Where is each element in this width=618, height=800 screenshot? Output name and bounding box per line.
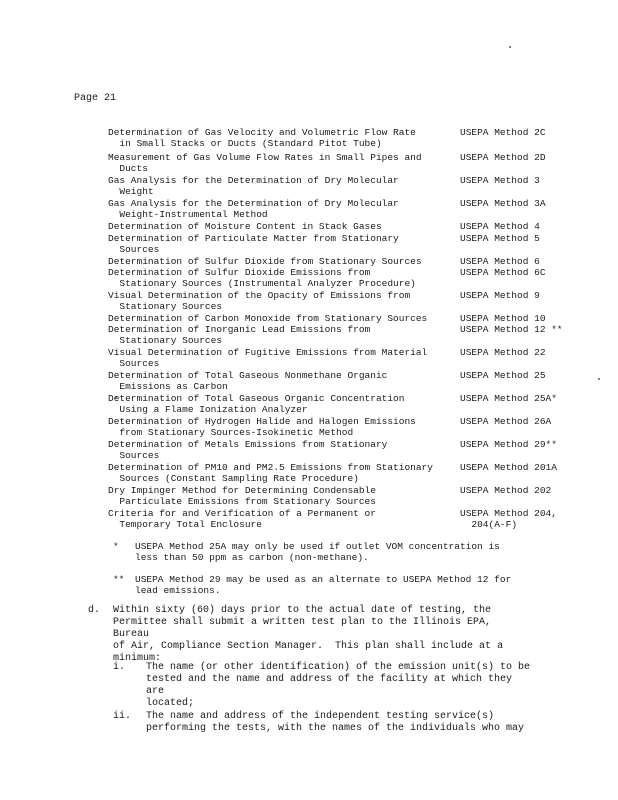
method-description: Determination of Moisture Content in Stack Gases (108, 221, 382, 232)
method-description: Determination of Sulfur Dioxide Emissions from Stationary Sources (Instrumental Analyzer Procedure) (108, 267, 416, 290)
paragraph-number: ii. (113, 711, 132, 722)
method-description: Measurement of Gas Volume Flow Rates in Small Pipes and Ducts (108, 152, 422, 175)
footnote-text: USEPA Method 29 may be used as an alternate to USEPA Method 12 for lead emissions. (135, 574, 512, 597)
paragraph-number: d. (88, 605, 101, 616)
method-reference: USEPA Method 2C (460, 127, 546, 138)
method-reference: USEPA Method 25 (460, 370, 546, 381)
footnote-text: USEPA Method 25A may only be used if outlet VOM concentration is less than 50 ppm as carbon (non-methane). (135, 541, 500, 564)
method-description: Determination of Carbon Monoxide from Stationary Sources (108, 313, 428, 324)
method-reference: USEPA Method 3A (460, 198, 546, 209)
method-reference: USEPA Method 25A* (460, 393, 557, 404)
scan-speck (509, 46, 511, 48)
method-description: Determination of Particulate Matter from Stationary Sources (108, 233, 399, 256)
method-reference: USEPA Method 202 (460, 485, 552, 496)
page-number: Page 21 (74, 93, 117, 104)
method-reference: USEPA Method 201A (460, 462, 557, 473)
method-description: Determination of Hydrogen Halide and Halogen Emissions from Stationary Sources-Isokinetic Method (108, 416, 416, 439)
method-description: Criteria for and Verification of a Permanent or Temporary Total Enclosure (108, 508, 376, 531)
method-reference: USEPA Method 4 (460, 221, 540, 232)
method-reference: USEPA Method 29** (460, 439, 557, 450)
paragraph-text: Within sixty (60) days prior to the actual date of testing, the Permittee shall submit a written test plan to the Illinois EPA, Bureau of Air, Compliance Section Manager. This plan shall include at a minimum: (113, 605, 504, 664)
method-description: Determination of Total Gaseous Organic Concentration Using a Flame Ionization Analyzer (108, 393, 405, 416)
paragraph-number: i. (113, 662, 126, 673)
method-description: Gas Analysis for the Determination of Dry Molecular Weight (108, 175, 399, 198)
footnote-mark: ** (113, 574, 125, 585)
method-description: Determination of Sulfur Dioxide from Stationary Sources (108, 256, 422, 267)
method-description: Visual Determination of Fugitive Emissions from Material Sources (108, 347, 428, 370)
method-reference: USEPA Method 3 (460, 175, 540, 186)
method-reference: USEPA Method 2D (460, 152, 546, 163)
method-description: Determination of Gas Velocity and Volumetric Flow Rate in Small Stacks or Ducts (Standard Pitot Tube) (108, 127, 416, 150)
method-reference: USEPA Method 5 (460, 233, 540, 244)
method-reference: USEPA Method 10 (460, 313, 546, 324)
method-reference: USEPA Method 6C (460, 267, 546, 278)
method-reference: USEPA Method 204, 204(A-F) (460, 508, 557, 531)
method-description: Determination of Metals Emissions from Stationary Sources (108, 439, 388, 462)
method-description: Gas Analysis for the Determination of Dry Molecular Weight-Instrumental Method (108, 198, 399, 221)
method-description: Dry Impinger Method for Determining Condensable Particulate Emissions from Stationary Sources (108, 485, 376, 508)
paragraph-text: The name and address of the independent testing service(s) performing the tests, with the names of the individuals who may (146, 711, 525, 734)
method-description: Visual Determination of the Opacity of Emissions from Stationary Sources (108, 290, 411, 313)
method-description: Determination of Inorganic Lead Emissions from Stationary Sources (108, 324, 371, 347)
method-description: Determination of PM10 and PM2.5 Emissions from Stationary Sources (Constant Sampling Rate Procedure) (108, 462, 433, 485)
method-description: Determination of Total Gaseous Nonmethane Organic Emissions as Carbon (108, 370, 388, 393)
method-reference: USEPA Method 26A (460, 416, 552, 427)
method-reference: USEPA Method 12 ** (460, 324, 563, 335)
method-reference: USEPA Method 9 (460, 290, 540, 301)
method-reference: USEPA Method 22 (460, 347, 546, 358)
scan-speck (598, 378, 600, 380)
footnote-mark: * (113, 541, 119, 552)
method-reference: USEPA Method 6 (460, 256, 540, 267)
paragraph-text: The name (or other identification) of the emission unit(s) to be tested and the name and address of the facility at which they are located; (146, 662, 531, 709)
